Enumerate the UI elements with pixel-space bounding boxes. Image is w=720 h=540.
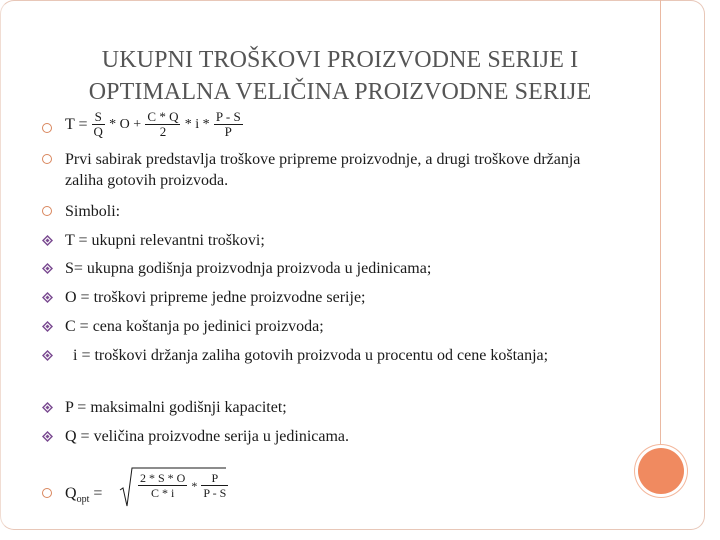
equals-sign: = bbox=[93, 485, 103, 502]
circle-bullet-icon bbox=[42, 123, 52, 133]
operator: * O + bbox=[109, 116, 142, 132]
fraction-numerator: C * Q bbox=[147, 109, 179, 124]
diamond-bullet-icon bbox=[42, 321, 53, 332]
formula-qopt-rhs bbox=[138, 471, 228, 500]
list-item-text: O = troškovi pripreme jedne proizvodne serije; bbox=[65, 289, 366, 306]
fraction-s-q bbox=[92, 110, 105, 139]
list-item-text: P = maksimalni godišnji kapacitet; bbox=[65, 399, 287, 416]
list-item-text: T = ukupni relevantni troškovi; bbox=[65, 232, 265, 249]
circle-bullet-icon bbox=[42, 206, 52, 216]
diamond-bullet-icon bbox=[42, 263, 53, 274]
diamond-bullet-icon bbox=[42, 235, 53, 246]
opt-subscript: opt bbox=[76, 494, 90, 506]
fraction-p-ps bbox=[201, 471, 228, 500]
fraction-denominator: Q bbox=[93, 124, 103, 139]
fraction-ps-p bbox=[214, 110, 243, 139]
formula-t bbox=[65, 110, 615, 139]
fraction-denominator: P bbox=[224, 124, 232, 139]
circle-bullet-icon bbox=[42, 488, 52, 498]
circle-bullet-icon bbox=[42, 154, 52, 164]
diamond-bullet-icon bbox=[42, 431, 53, 442]
operator: * i * bbox=[184, 116, 210, 132]
list-item-text: i = troškovi držanja zaliha gotovih proizvoda u procentu od cene koštanja; bbox=[73, 347, 549, 364]
formula-qopt-lhs bbox=[65, 485, 103, 506]
title-line-1: UKUPNI TROŠKOVI PROIZVODNE SERIJE I bbox=[101, 47, 579, 73]
list-item-text: S= ukupna godišnja proizvodnja proizvoda u jedinicama; bbox=[65, 260, 432, 277]
fraction-numerator: 2 * S * O bbox=[140, 471, 186, 485]
fraction-denominator: C * i bbox=[151, 486, 175, 500]
decorative-circle bbox=[638, 448, 684, 494]
decorative-line bbox=[660, 0, 661, 455]
fraction-denominator: P - S bbox=[203, 486, 227, 500]
formula-t-rhs bbox=[92, 110, 243, 139]
diamond-bullet-icon bbox=[42, 292, 53, 303]
fraction-numerator: S bbox=[92, 110, 105, 125]
fraction-numerator: P - S bbox=[215, 109, 241, 124]
formula-t-lhs: T = bbox=[65, 116, 88, 133]
diamond-bullet-icon bbox=[42, 402, 53, 413]
title-line-2: OPTIMALNA VELIČINA PROIZVODNE SERIJE bbox=[88, 79, 592, 105]
list-item-text: Simboli: bbox=[65, 203, 121, 220]
slide-title bbox=[30, 44, 650, 108]
fraction-2so-ci bbox=[138, 471, 187, 500]
fraction-cq-2 bbox=[145, 110, 180, 139]
list-item-text: Prvi sabirak predstavlja troškove pripreme proizvodnje, a drugi troškove držanja zaliha gotovih proizvoda. bbox=[65, 151, 581, 189]
fraction-denominator: 2 bbox=[159, 124, 167, 139]
diamond-bullet-icon bbox=[42, 350, 53, 361]
list-item-text: C = cena koštanja po jedinici proizvoda; bbox=[65, 318, 324, 335]
list-item-text: Q = veličina proizvodne serija u jedinicama. bbox=[65, 428, 350, 445]
fraction-numerator: P bbox=[201, 471, 228, 486]
q-symbol: Q bbox=[65, 485, 77, 502]
operator: * bbox=[191, 478, 198, 493]
